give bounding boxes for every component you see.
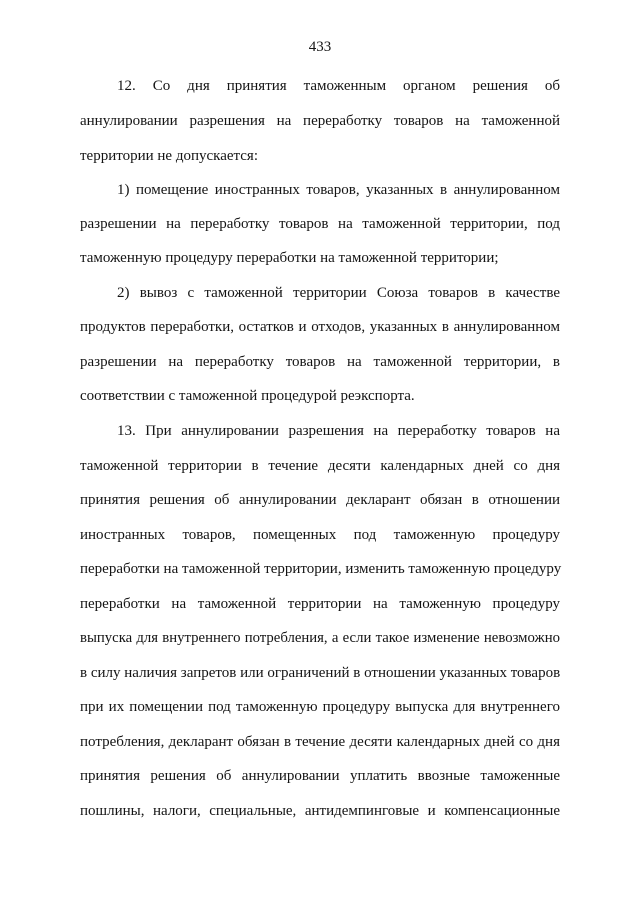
paragraph-12-line-1: 12. Со дня принятия таможенным органом решения об <box>117 78 560 94</box>
item-2-line-1: 2) вывоз с таможенной территории Союза товаров в качестве <box>117 285 560 301</box>
item-1-line-2: разрешении на переработку товаров на таможенной территории, под <box>80 216 560 232</box>
item-2-line-2: продуктов переработки, остатков и отходов, указанных в аннулированном <box>80 319 560 335</box>
page-number: 433 <box>308 39 332 55</box>
paragraph-12-line-3: территории не допускается: <box>80 148 258 164</box>
paragraph-13-line-12: пошлины, налоги, специальные, антидемпинговые и компенсационные <box>80 803 560 819</box>
paragraph-13-line-6: переработки на таможенной территории на таможенную процедуру <box>80 596 560 612</box>
paragraph-13-line-8: в силу наличия запретов или ограничений в отношении указанных товаров <box>80 665 561 681</box>
paragraph-13-line-2: таможенной территории в течение десяти календарных дней со дня <box>80 458 560 474</box>
paragraph-13-line-11: принятия решения об аннулировании уплатить ввозные таможенные <box>80 768 560 784</box>
item-1-line-1: 1) помещение иностранных товаров, указанных в аннулированном <box>117 182 560 198</box>
item-2-line-4: соответствии с таможенной процедурой реэкспорта. <box>80 388 415 404</box>
paragraph-13-line-4: иностранных товаров, помещенных под таможенную процедуру <box>80 527 560 543</box>
item-2-line-3: разрешении на переработку товаров на таможенной территории, в <box>80 354 560 370</box>
paragraph-13-line-3: принятия решения об аннулировании декларант обязан в отношении <box>80 492 560 508</box>
paragraph-13-line-10: потребления, декларант обязан в течение десяти календарных дней со дня <box>80 734 560 750</box>
item-1-line-3: таможенную процедуру переработки на таможенной территории; <box>80 250 499 266</box>
paragraph-13-line-7: выпуска для внутреннего потребления, а если такое изменение невозможно <box>80 630 560 646</box>
paragraph-13-line-5: переработки на таможенной территории, изменить таможенную процедуру <box>80 561 562 577</box>
paragraph-12-line-2: аннулировании разрешения на переработку товаров на таможенной <box>80 113 560 129</box>
paragraph-13-line-1: 13. При аннулировании разрешения на переработку товаров на <box>117 423 560 439</box>
paragraph-13-line-9: при их помещении под таможенную процедуру выпуска для внутреннего <box>80 699 560 715</box>
